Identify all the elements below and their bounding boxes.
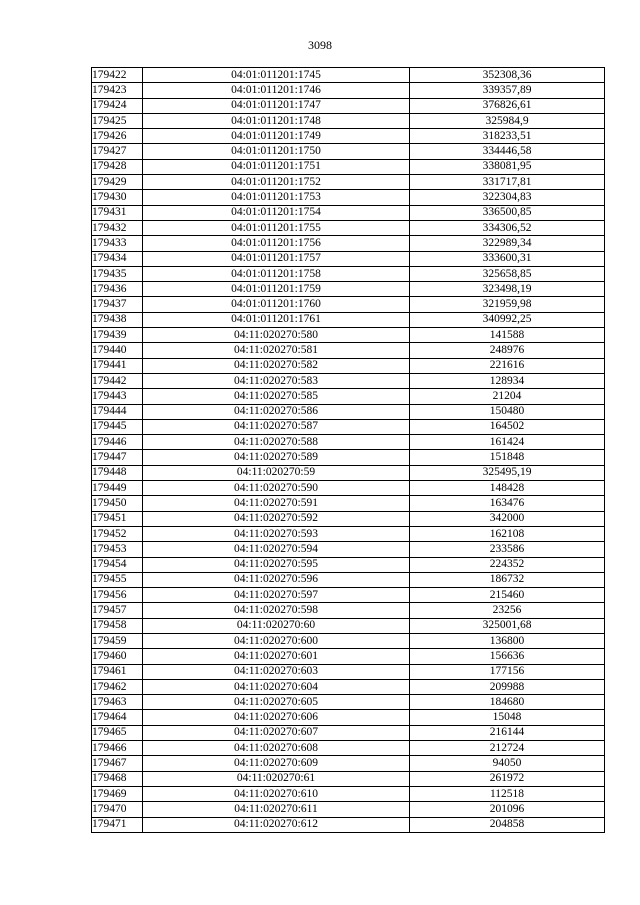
row-number-cell: 179439 [92, 328, 143, 343]
row-number-cell: 179453 [92, 542, 143, 557]
value-cell: 163476 [410, 496, 605, 511]
table-row [92, 557, 605, 572]
cadastral-number-cell: 04:01:011201:1758 [143, 266, 410, 281]
table-body [92, 68, 605, 833]
value-cell: 342000 [410, 511, 605, 526]
row-number-cell: 179449 [92, 481, 143, 496]
table-row [92, 297, 605, 312]
table-row [92, 144, 605, 159]
row-number-cell: 179462 [92, 679, 143, 694]
table-row [92, 129, 605, 144]
cadastral-number-cell: 04:11:020270:581 [143, 343, 410, 358]
row-number-cell: 179460 [92, 649, 143, 664]
row-number-cell: 179430 [92, 190, 143, 205]
cadastral-number-cell: 04:01:011201:1746 [143, 83, 410, 98]
row-number-cell: 179442 [92, 373, 143, 388]
value-cell: 340992,25 [410, 312, 605, 327]
cadastral-number-cell: 04:11:020270:600 [143, 633, 410, 648]
cadastral-number-cell: 04:11:020270:598 [143, 603, 410, 618]
cadastral-number-cell: 04:01:011201:1761 [143, 312, 410, 327]
row-number-cell: 179450 [92, 496, 143, 511]
cadastral-number-cell: 04:01:011201:1747 [143, 98, 410, 113]
value-cell: 338081,95 [410, 159, 605, 174]
table-row [92, 526, 605, 541]
table-row [92, 220, 605, 235]
row-number-cell: 179445 [92, 419, 143, 434]
row-number-cell: 179463 [92, 695, 143, 710]
cadastral-number-cell: 04:01:011201:1757 [143, 251, 410, 266]
cadastral-number-cell: 04:11:020270:604 [143, 679, 410, 694]
cadastral-number-cell: 04:11:020270:580 [143, 328, 410, 343]
value-cell: 161424 [410, 435, 605, 450]
cadastral-number-cell: 04:11:020270:59 [143, 465, 410, 480]
table-row [92, 328, 605, 343]
table-row [92, 496, 605, 511]
value-cell: 209988 [410, 679, 605, 694]
row-number-cell: 179448 [92, 465, 143, 480]
value-cell: 23256 [410, 603, 605, 618]
row-number-cell: 179471 [92, 817, 143, 832]
table-row [92, 113, 605, 128]
cadastral-number-cell: 04:11:020270:586 [143, 404, 410, 419]
cadastral-number-cell: 04:11:020270:606 [143, 710, 410, 725]
row-number-cell: 179432 [92, 220, 143, 235]
row-number-cell: 179459 [92, 633, 143, 648]
cadastral-number-cell: 04:11:020270:611 [143, 802, 410, 817]
table-row [92, 588, 605, 603]
row-number-cell: 179451 [92, 511, 143, 526]
cadastral-value-table [91, 67, 605, 833]
row-number-cell: 179443 [92, 389, 143, 404]
table-row [92, 603, 605, 618]
value-cell: 325984,9 [410, 113, 605, 128]
value-cell: 322304,83 [410, 190, 605, 205]
cadastral-number-cell: 04:01:011201:1759 [143, 282, 410, 297]
row-number-cell: 179434 [92, 251, 143, 266]
cadastral-number-cell: 04:11:020270:596 [143, 572, 410, 587]
row-number-cell: 179428 [92, 159, 143, 174]
row-number-cell: 179441 [92, 358, 143, 373]
row-number-cell: 179423 [92, 83, 143, 98]
table-row [92, 710, 605, 725]
cadastral-number-cell: 04:11:020270:607 [143, 725, 410, 740]
cadastral-number-cell: 04:01:011201:1755 [143, 220, 410, 235]
value-cell: 323498,19 [410, 282, 605, 297]
value-cell: 224352 [410, 557, 605, 572]
cadastral-number-cell: 04:11:020270:595 [143, 557, 410, 572]
cadastral-number-cell: 04:11:020270:601 [143, 649, 410, 664]
table-row [92, 83, 605, 98]
cadastral-number-cell: 04:01:011201:1751 [143, 159, 410, 174]
value-cell: 15048 [410, 710, 605, 725]
table-row [92, 679, 605, 694]
table-row [92, 664, 605, 679]
value-cell: 94050 [410, 756, 605, 771]
table-row [92, 312, 605, 327]
value-cell: 212724 [410, 741, 605, 756]
value-cell: 184680 [410, 695, 605, 710]
cadastral-number-cell: 04:11:020270:589 [143, 450, 410, 465]
table-row [92, 175, 605, 190]
table-row [92, 389, 605, 404]
cadastral-number-cell: 04:01:011201:1753 [143, 190, 410, 205]
cadastral-number-cell: 04:11:020270:587 [143, 419, 410, 434]
row-number-cell: 179461 [92, 664, 143, 679]
cadastral-number-cell: 04:11:020270:612 [143, 817, 410, 832]
cadastral-number-cell: 04:11:020270:60 [143, 618, 410, 633]
row-number-cell: 179438 [92, 312, 143, 327]
row-number-cell: 179429 [92, 175, 143, 190]
value-cell: 318233,51 [410, 129, 605, 144]
table-row [92, 511, 605, 526]
value-cell: 325001,68 [410, 618, 605, 633]
cadastral-number-cell: 04:11:020270:608 [143, 741, 410, 756]
value-cell: 164502 [410, 419, 605, 434]
value-cell: 177156 [410, 664, 605, 679]
value-cell: 321959,98 [410, 297, 605, 312]
table-row [92, 373, 605, 388]
cadastral-number-cell: 04:11:020270:610 [143, 786, 410, 801]
value-cell: 141588 [410, 328, 605, 343]
cadastral-number-cell: 04:01:011201:1749 [143, 129, 410, 144]
table-row [92, 481, 605, 496]
value-cell: 148428 [410, 481, 605, 496]
table-row [92, 450, 605, 465]
value-cell: 221616 [410, 358, 605, 373]
row-number-cell: 179424 [92, 98, 143, 113]
value-cell: 21204 [410, 389, 605, 404]
value-cell: 248976 [410, 343, 605, 358]
value-cell: 156636 [410, 649, 605, 664]
cadastral-number-cell: 04:11:020270:609 [143, 756, 410, 771]
cadastral-number-cell: 04:11:020270:583 [143, 373, 410, 388]
cadastral-number-cell: 04:01:011201:1760 [143, 297, 410, 312]
cadastral-number-cell: 04:11:020270:592 [143, 511, 410, 526]
value-cell: 376826,61 [410, 98, 605, 113]
table-row [92, 404, 605, 419]
row-number-cell: 179426 [92, 129, 143, 144]
table-row [92, 98, 605, 113]
value-cell: 333600,31 [410, 251, 605, 266]
table-row [92, 266, 605, 281]
cadastral-number-cell: 04:01:011201:1752 [143, 175, 410, 190]
table-row [92, 633, 605, 648]
row-number-cell: 179447 [92, 450, 143, 465]
row-number-cell: 179468 [92, 771, 143, 786]
value-cell: 162108 [410, 526, 605, 541]
table-row [92, 618, 605, 633]
row-number-cell: 179457 [92, 603, 143, 618]
table-row [92, 251, 605, 266]
row-number-cell: 179465 [92, 725, 143, 740]
cadastral-number-cell: 04:11:020270:582 [143, 358, 410, 373]
row-number-cell: 179456 [92, 588, 143, 603]
value-cell: 150480 [410, 404, 605, 419]
value-cell: 204858 [410, 817, 605, 832]
row-number-cell: 179425 [92, 113, 143, 128]
cadastral-number-cell: 04:11:020270:61 [143, 771, 410, 786]
row-number-cell: 179470 [92, 802, 143, 817]
value-cell: 325495,19 [410, 465, 605, 480]
cadastral-number-cell: 04:01:011201:1750 [143, 144, 410, 159]
value-cell: 201096 [410, 802, 605, 817]
cadastral-number-cell: 04:01:011201:1754 [143, 205, 410, 220]
table-row [92, 190, 605, 205]
cadastral-number-cell: 04:11:020270:590 [143, 481, 410, 496]
table-row [92, 572, 605, 587]
row-number-cell: 179440 [92, 343, 143, 358]
value-cell: 339357,89 [410, 83, 605, 98]
value-cell: 336500,85 [410, 205, 605, 220]
table-row [92, 786, 605, 801]
row-number-cell: 179454 [92, 557, 143, 572]
value-cell: 334306,52 [410, 220, 605, 235]
cadastral-number-cell: 04:11:020270:597 [143, 588, 410, 603]
value-cell: 352308,36 [410, 68, 605, 83]
value-cell: 331717,81 [410, 175, 605, 190]
cadastral-number-cell: 04:11:020270:585 [143, 389, 410, 404]
table-row [92, 343, 605, 358]
row-number-cell: 179469 [92, 786, 143, 801]
table-row [92, 68, 605, 83]
row-number-cell: 179437 [92, 297, 143, 312]
value-cell: 322989,34 [410, 236, 605, 251]
row-number-cell: 179431 [92, 205, 143, 220]
cadastral-number-cell: 04:11:020270:594 [143, 542, 410, 557]
value-cell: 261972 [410, 771, 605, 786]
row-number-cell: 179444 [92, 404, 143, 419]
value-cell: 334446,58 [410, 144, 605, 159]
table-row [92, 159, 605, 174]
row-number-cell: 179427 [92, 144, 143, 159]
table-row [92, 802, 605, 817]
table-row [92, 419, 605, 434]
table-row [92, 817, 605, 832]
table-row [92, 725, 605, 740]
value-cell: 128934 [410, 373, 605, 388]
cadastral-number-cell: 04:11:020270:603 [143, 664, 410, 679]
table-row [92, 542, 605, 557]
value-cell: 215460 [410, 588, 605, 603]
table-row [92, 741, 605, 756]
cadastral-number-cell: 04:11:020270:605 [143, 695, 410, 710]
value-cell: 216144 [410, 725, 605, 740]
row-number-cell: 179466 [92, 741, 143, 756]
cadastral-number-cell: 04:11:020270:591 [143, 496, 410, 511]
value-cell: 186732 [410, 572, 605, 587]
table-row [92, 205, 605, 220]
value-cell: 136800 [410, 633, 605, 648]
row-number-cell: 179436 [92, 282, 143, 297]
table-row [92, 756, 605, 771]
row-number-cell: 179467 [92, 756, 143, 771]
row-number-cell: 179433 [92, 236, 143, 251]
table-row [92, 282, 605, 297]
cadastral-number-cell: 04:01:011201:1745 [143, 68, 410, 83]
value-cell: 233586 [410, 542, 605, 557]
row-number-cell: 179422 [92, 68, 143, 83]
value-cell: 151848 [410, 450, 605, 465]
cadastral-number-cell: 04:11:020270:593 [143, 526, 410, 541]
table-row [92, 695, 605, 710]
value-cell: 325658,85 [410, 266, 605, 281]
row-number-cell: 179452 [92, 526, 143, 541]
cadastral-number-cell: 04:01:011201:1756 [143, 236, 410, 251]
row-number-cell: 179455 [92, 572, 143, 587]
page-number: 3098 [308, 38, 332, 52]
value-cell: 112518 [410, 786, 605, 801]
table-row [92, 236, 605, 251]
table-row [92, 358, 605, 373]
table-row [92, 771, 605, 786]
table-row [92, 465, 605, 480]
cadastral-number-cell: 04:11:020270:588 [143, 435, 410, 450]
table-row [92, 435, 605, 450]
row-number-cell: 179435 [92, 266, 143, 281]
row-number-cell: 179458 [92, 618, 143, 633]
row-number-cell: 179446 [92, 435, 143, 450]
table-row [92, 649, 605, 664]
cadastral-number-cell: 04:01:011201:1748 [143, 113, 410, 128]
row-number-cell: 179464 [92, 710, 143, 725]
